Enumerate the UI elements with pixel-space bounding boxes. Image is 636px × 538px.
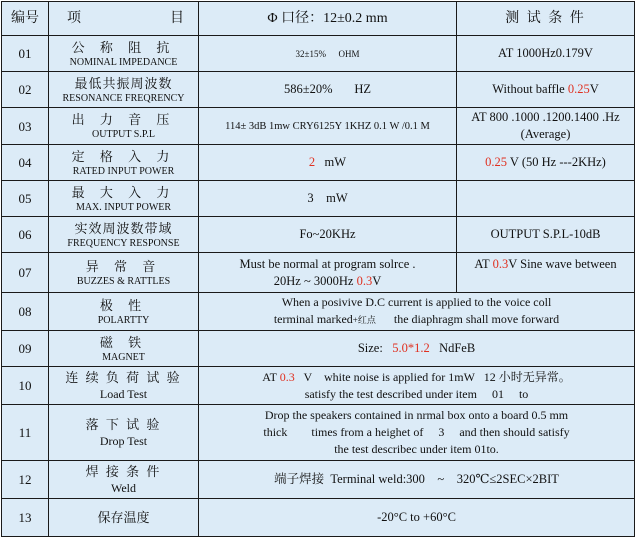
- row-number: 09: [2, 331, 49, 367]
- test-line-1: AT 800 .1000 .1200.1400 .Hz: [471, 110, 620, 124]
- value-line-1: [203, 369, 630, 386]
- item-en: MAX. INPUT POWER: [75, 201, 172, 213]
- item-cell: [49, 36, 199, 72]
- value-size: 5.0*1.2: [392, 341, 430, 355]
- item-cn: 定 格 入 力: [71, 148, 176, 164]
- table-row: [2, 217, 635, 253]
- item-cell: [49, 108, 199, 145]
- value-main: 586±20%: [283, 82, 333, 96]
- value-main: 32±15%: [295, 48, 326, 59]
- test-cell: [457, 72, 635, 108]
- item-en: RESONANCE FREQRENCY: [62, 92, 185, 104]
- table-row: [2, 72, 635, 108]
- row-number: 10: [2, 367, 49, 405]
- row-number: 06: [2, 217, 49, 253]
- item-cn: 极 性: [99, 297, 148, 313]
- item-cn: 磁 铁: [99, 334, 148, 350]
- value-line-2: thick times from a heighet of 3 and then should satisfy: [263, 425, 570, 439]
- value-line-2: [203, 311, 630, 329]
- test-text-b: V Sine wave between: [508, 257, 617, 271]
- item-cell: [49, 331, 199, 367]
- table-row: [2, 331, 635, 367]
- value-line-1: When a posivive D.C current is applied to the voice coll: [281, 295, 552, 309]
- test-text-b: V: [589, 82, 599, 96]
- test-voltage: 0.25: [485, 155, 508, 169]
- item-cn: 实效周波数带域: [74, 220, 173, 236]
- item-cell: [49, 405, 199, 461]
- value-line-2: [203, 273, 452, 290]
- value-cell: [199, 331, 635, 367]
- value-cell: [199, 293, 635, 331]
- value-cell: [199, 405, 635, 461]
- item-cn: 保存温度: [97, 509, 150, 525]
- item-cn: 出 力 音 压: [71, 112, 176, 127]
- item-cn: 异 常 音: [85, 258, 162, 274]
- item-cell: [49, 217, 199, 253]
- row-number: 13: [2, 499, 49, 537]
- table-row: [2, 499, 635, 537]
- value-cell: 端子焊接 Terminal weld:300 ~ 320℃≤2SEC×2BIT: [199, 461, 635, 499]
- test-text-b: V (50 Hz ---2KHz): [509, 155, 606, 169]
- item-cn: 最低共振周波数: [74, 75, 173, 91]
- value-mark: +红点: [352, 315, 376, 325]
- item-cn: 公 称 阻 抗: [71, 39, 176, 55]
- value-voltage: 0.3: [356, 273, 373, 288]
- value-unit: mW: [326, 191, 348, 205]
- test-cell: [457, 253, 635, 293]
- item-cn: 连 续 负 荷 试 验: [65, 370, 182, 385]
- table-row: [2, 293, 635, 331]
- value-line-1: Drop the speakers contained in nrmal box onto a board 0.5 mm: [264, 408, 569, 422]
- value-text-a: terminal marked: [273, 312, 353, 326]
- value-voltage: 0.3: [279, 369, 295, 384]
- value-label: Size:: [357, 341, 393, 355]
- item-cell: [49, 145, 199, 181]
- item-en: RATED INPUT POWER: [72, 165, 175, 177]
- item-cell: [49, 461, 199, 499]
- header-item-b: 目: [170, 11, 184, 26]
- value-material: NdFeB: [429, 341, 476, 355]
- table-row: [2, 181, 635, 217]
- value-unit: OHM: [338, 48, 360, 59]
- item-en: FREQUENCY RESPONSE: [67, 237, 180, 249]
- value-line-1: Must be normal at program solrce .: [239, 256, 416, 271]
- test-text-a: Without baffle: [492, 82, 568, 96]
- value-main: 3: [307, 191, 314, 205]
- row-number: 07: [2, 253, 49, 293]
- value-cell: [199, 253, 457, 293]
- value-cell: [199, 367, 635, 405]
- header-item: [49, 2, 199, 36]
- test-voltage: 0.25: [567, 82, 590, 96]
- row-number: 01: [2, 36, 49, 72]
- table-row: [2, 405, 635, 461]
- header-no: 编号: [2, 2, 49, 36]
- table-row: [2, 461, 635, 499]
- test-cell: [457, 108, 635, 145]
- value-cell: [199, 181, 457, 217]
- test-cell: AT 1000Hz0.179V: [457, 36, 635, 72]
- test-cell: OUTPUT S.P.L-10dB: [457, 217, 635, 253]
- value-cell: 114± 3dB 1mw CRY6125Y 1KHZ 0.1 W /0.1 M: [199, 108, 457, 145]
- item-cn: 落 下 试 验: [85, 417, 162, 432]
- value-main: 2: [308, 155, 316, 169]
- value-cell: [199, 72, 457, 108]
- value-unit: HZ: [354, 82, 372, 96]
- header-diameter: Φ 口径：12±0.2 mm: [199, 2, 457, 36]
- item-cn: 焊 接 条 件: [85, 464, 162, 479]
- row-number: 05: [2, 181, 49, 217]
- value-unit: V: [372, 273, 382, 288]
- table-row: [2, 145, 635, 181]
- table-row: [2, 367, 635, 405]
- item-en: OUTPUT S.P.L: [92, 129, 155, 140]
- value-cell: -20°C to +60°C: [199, 499, 635, 537]
- item-cell: [49, 367, 199, 405]
- item-en: Weld: [110, 481, 137, 495]
- item-cell: [49, 253, 199, 293]
- row-number: 03: [2, 108, 49, 145]
- value-line-3: the test describec under item 01to.: [334, 442, 499, 456]
- row-number: 12: [2, 461, 49, 499]
- table-row: [2, 253, 635, 293]
- test-voltage: 0.3: [492, 257, 509, 271]
- value-text-b: the diaphragm shall move forward: [375, 312, 560, 326]
- item-en: Drop Test: [99, 434, 148, 448]
- item-en: POLARTTY: [97, 314, 150, 326]
- item-cell: [49, 293, 199, 331]
- row-number: 08: [2, 293, 49, 331]
- test-line-2: (Average): [520, 127, 571, 141]
- item-en: MAGNET: [102, 351, 145, 363]
- value-cell: Fo~20KHz: [199, 217, 457, 253]
- item-en: BUZZES & RATTLES: [76, 275, 171, 287]
- value-text-a: AT: [262, 369, 280, 384]
- value-unit: mW: [324, 155, 347, 169]
- value-line-2: satisfy the test described under item 01 to: [304, 386, 529, 401]
- value-range: 20Hz ~ 3000Hz: [273, 273, 357, 288]
- row-number: 11: [2, 405, 49, 461]
- row-number: 02: [2, 72, 49, 108]
- item-cell: [49, 72, 199, 108]
- value-cell: [199, 36, 457, 72]
- table-row: [2, 36, 635, 72]
- test-cell: [457, 145, 635, 181]
- test-text-a: AT: [474, 257, 493, 271]
- item-cell: [49, 499, 199, 537]
- header-item-a: 项: [67, 11, 81, 26]
- item-cn: 最 大 入 力: [71, 184, 176, 200]
- item-en: Load Test: [99, 387, 148, 401]
- header-row: [2, 2, 635, 36]
- spec-table: [1, 1, 635, 537]
- table-row: [2, 108, 635, 145]
- row-number: 04: [2, 145, 49, 181]
- item-en: NOMINAL IMPEDANCE: [69, 56, 178, 68]
- header-test-conditions: 测 试 条 件: [457, 2, 635, 36]
- value-cell: [199, 145, 457, 181]
- item-cell: [49, 181, 199, 217]
- test-cell: [457, 181, 635, 217]
- value-text-b: V white noise is applied for 1mW 12 小时无异常。: [294, 369, 571, 384]
